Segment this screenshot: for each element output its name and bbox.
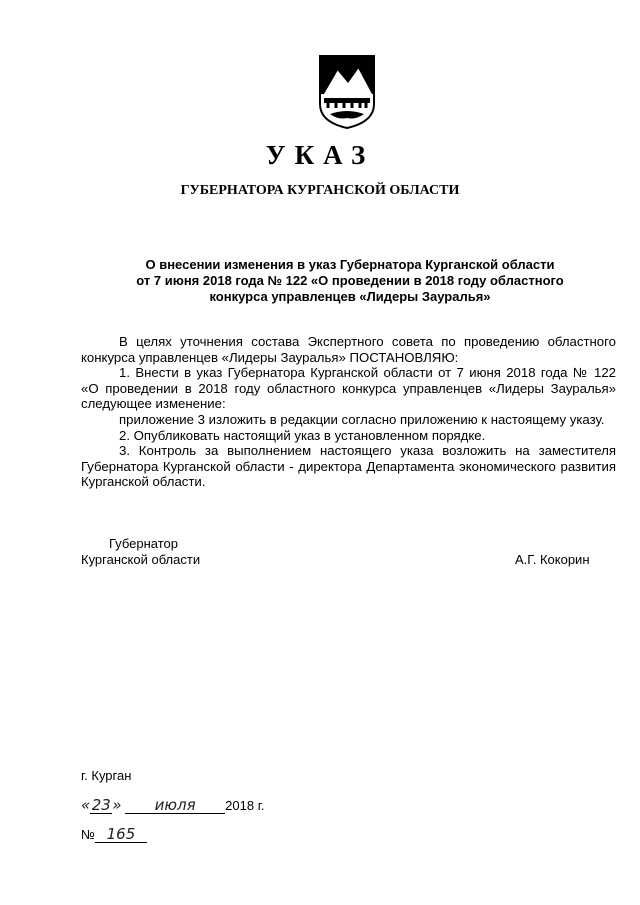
- body-line: следующее изменение:: [81, 396, 226, 412]
- signatory-position: [81, 536, 200, 568]
- date-year: 2018 г.: [225, 798, 265, 813]
- coat-of-arms-icon: [318, 54, 376, 130]
- body-line: 3. Контроль за выполнением настоящего указа возложить на заместителя: [119, 443, 616, 459]
- signatory-position-line: Курганской области: [81, 552, 201, 567]
- document-number: [81, 826, 147, 846]
- issuer-subtitle: ГУБЕРНАТОРА КУРГАНСКОЙ ОБЛАСТИ: [180, 183, 460, 198]
- body-line: 2. Опубликовать настоящий указ в установленном порядке.: [119, 427, 486, 443]
- body-line: 1. Внести в указ Губернатора Курганской области от 7 июня 2018 года № 122: [119, 365, 616, 381]
- body-line: приложение 3 изложить в редакции согласно приложению к настоящему указу.: [119, 411, 605, 427]
- body-line: Губернатора Курганской области - директора Департамента экономического развития: [81, 458, 616, 474]
- document-heading: [100, 257, 600, 305]
- signatory-name: А.Г. Кокорин: [515, 552, 590, 567]
- body-line: конкурса управленцев «Лидеры Зауралья» ПОСТАНОВЛЯЮ:: [81, 349, 459, 365]
- body-line: «О проведении в 2018 году областного конкурса управленцев «Лидеры Зауралья»: [81, 380, 616, 396]
- place-of-issue: г. Курган: [81, 768, 132, 783]
- document-body: [81, 334, 616, 490]
- date-open-quote: «: [81, 796, 91, 814]
- body-line: В целях уточнения состава Экспертного совета по проведению областного: [119, 334, 616, 349]
- date-month: июля: [125, 797, 225, 814]
- heading-line: от 7 июня 2018 года № 122 «О проведении в 2018 году областного: [136, 273, 564, 288]
- heading-line: конкурса управленцев «Лидеры Зауралья»: [209, 289, 491, 304]
- signatory-position-line: Губернатор: [109, 536, 178, 551]
- heading-line: О внесении изменения в указ Губернатора Курганской области: [145, 257, 555, 272]
- body-line: Курганской области.: [81, 474, 206, 490]
- issue-date: [81, 796, 264, 816]
- date-close-quote: »: [112, 796, 122, 814]
- number-value: 165: [95, 826, 147, 843]
- number-label: №: [81, 827, 95, 842]
- date-day: 23: [91, 796, 111, 814]
- document-type-title: УКАЗ: [265, 140, 375, 170]
